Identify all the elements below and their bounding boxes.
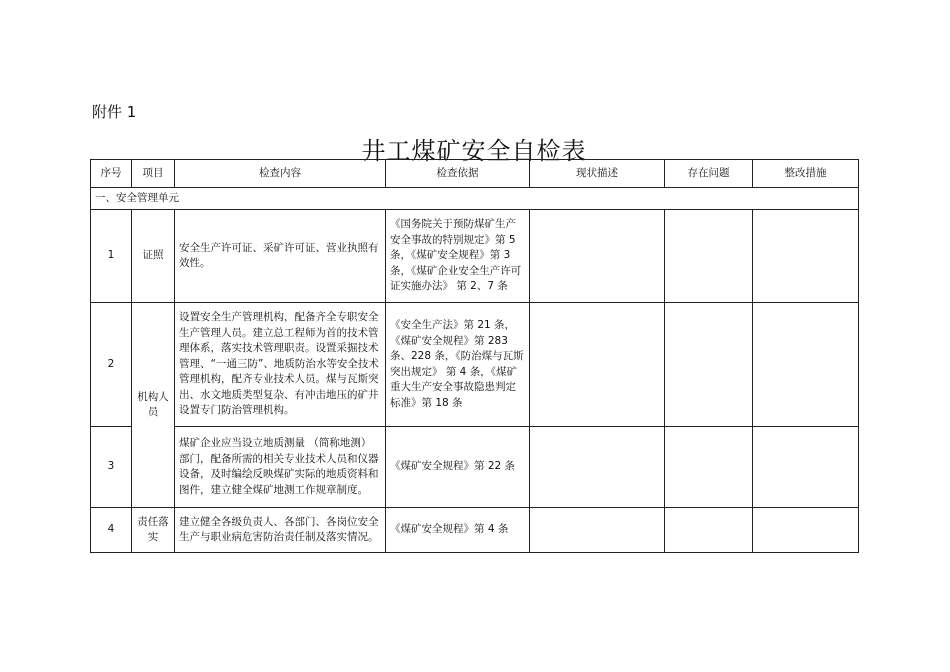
section-title: 一、安全管理单元 bbox=[91, 188, 859, 210]
header-problem: 存在问题 bbox=[665, 160, 753, 188]
row-basis: 《安全生产法》第 21 条，《煤矿安全规程》第 283 条、228 条，《防治煤与瓦斯突出规定》 第 4 条，《煤矿重大生产安全事故隐患判定标准》第 18 条 bbox=[386, 303, 530, 427]
row-content: 安全生产许可证、采矿许可证、营业执照有效性。 bbox=[175, 210, 386, 303]
header-content: 检查内容 bbox=[175, 160, 386, 188]
row-content: 煤矿企业应当设立地质测量 （简称地测）部门，配备所需的相关专业技术人员和仪器设备，及时编绘反映煤矿实际的地质资料和图件，建立健全煤矿地测工作规章制度。 bbox=[175, 427, 386, 508]
row-content: 建立健全各级负责人、各部门、各岗位安全生产与职业病危害防治责任制及落实情况。 bbox=[175, 508, 386, 553]
section-row bbox=[91, 188, 859, 210]
measure-cell[interactable] bbox=[753, 508, 859, 553]
row-basis: 《国务院关于预防煤矿生产安全事故的特别规定》第 5 条，《煤矿安全规程》第 3 条，《煤矿企业安全生产许可证实施办法》 第 2、7 条 bbox=[386, 210, 530, 303]
row-item: 证照 bbox=[132, 210, 175, 303]
row-basis: 《煤矿安全规程》第 4 条 bbox=[386, 508, 530, 553]
row-basis: 《煤矿安全规程》第 22 条 bbox=[386, 427, 530, 508]
problem-cell[interactable] bbox=[665, 303, 753, 427]
row-item: 责任落实 bbox=[132, 508, 175, 553]
status-cell[interactable] bbox=[530, 508, 665, 553]
row-no: 3 bbox=[91, 427, 132, 508]
problem-cell[interactable] bbox=[665, 427, 753, 508]
table-row bbox=[91, 508, 859, 553]
attachment-label: 附件 1 bbox=[92, 103, 137, 121]
status-cell[interactable] bbox=[530, 427, 665, 508]
header-status: 现状描述 bbox=[530, 160, 665, 188]
measure-cell[interactable] bbox=[753, 427, 859, 508]
row-no: 2 bbox=[91, 303, 132, 427]
row-content: 设置安全生产管理机构，配备齐全专职安全生产管理人员。建立总工程师为首的技术管理体系，落实技术管理职责。设置采掘技术管理、“一通三防”、地质防治水等安全技术管理机构，配齐专业技术人员。煤与瓦斯突出、水文地质类型复杂、有冲击地压的矿井设置专门防治管理机构。 bbox=[175, 303, 386, 427]
header-no: 序号 bbox=[91, 160, 132, 188]
header-basis: 检查依据 bbox=[386, 160, 530, 188]
measure-cell[interactable] bbox=[753, 303, 859, 427]
table-row bbox=[91, 210, 859, 303]
header-measure: 整改措施 bbox=[753, 160, 859, 188]
header-item: 项目 bbox=[132, 160, 175, 188]
status-cell[interactable] bbox=[530, 303, 665, 427]
row-no: 4 bbox=[91, 508, 132, 553]
row-no: 1 bbox=[91, 210, 132, 303]
table-header-row bbox=[91, 160, 859, 188]
self-check-table bbox=[90, 159, 859, 553]
problem-cell[interactable] bbox=[665, 508, 753, 553]
measure-cell[interactable] bbox=[753, 210, 859, 303]
table-row bbox=[91, 303, 859, 427]
row-item: 机构人员 bbox=[132, 303, 175, 508]
table-row bbox=[91, 427, 859, 508]
status-cell[interactable] bbox=[530, 210, 665, 303]
problem-cell[interactable] bbox=[665, 210, 753, 303]
document-title: 井工煤矿安全自检表 bbox=[361, 137, 587, 165]
